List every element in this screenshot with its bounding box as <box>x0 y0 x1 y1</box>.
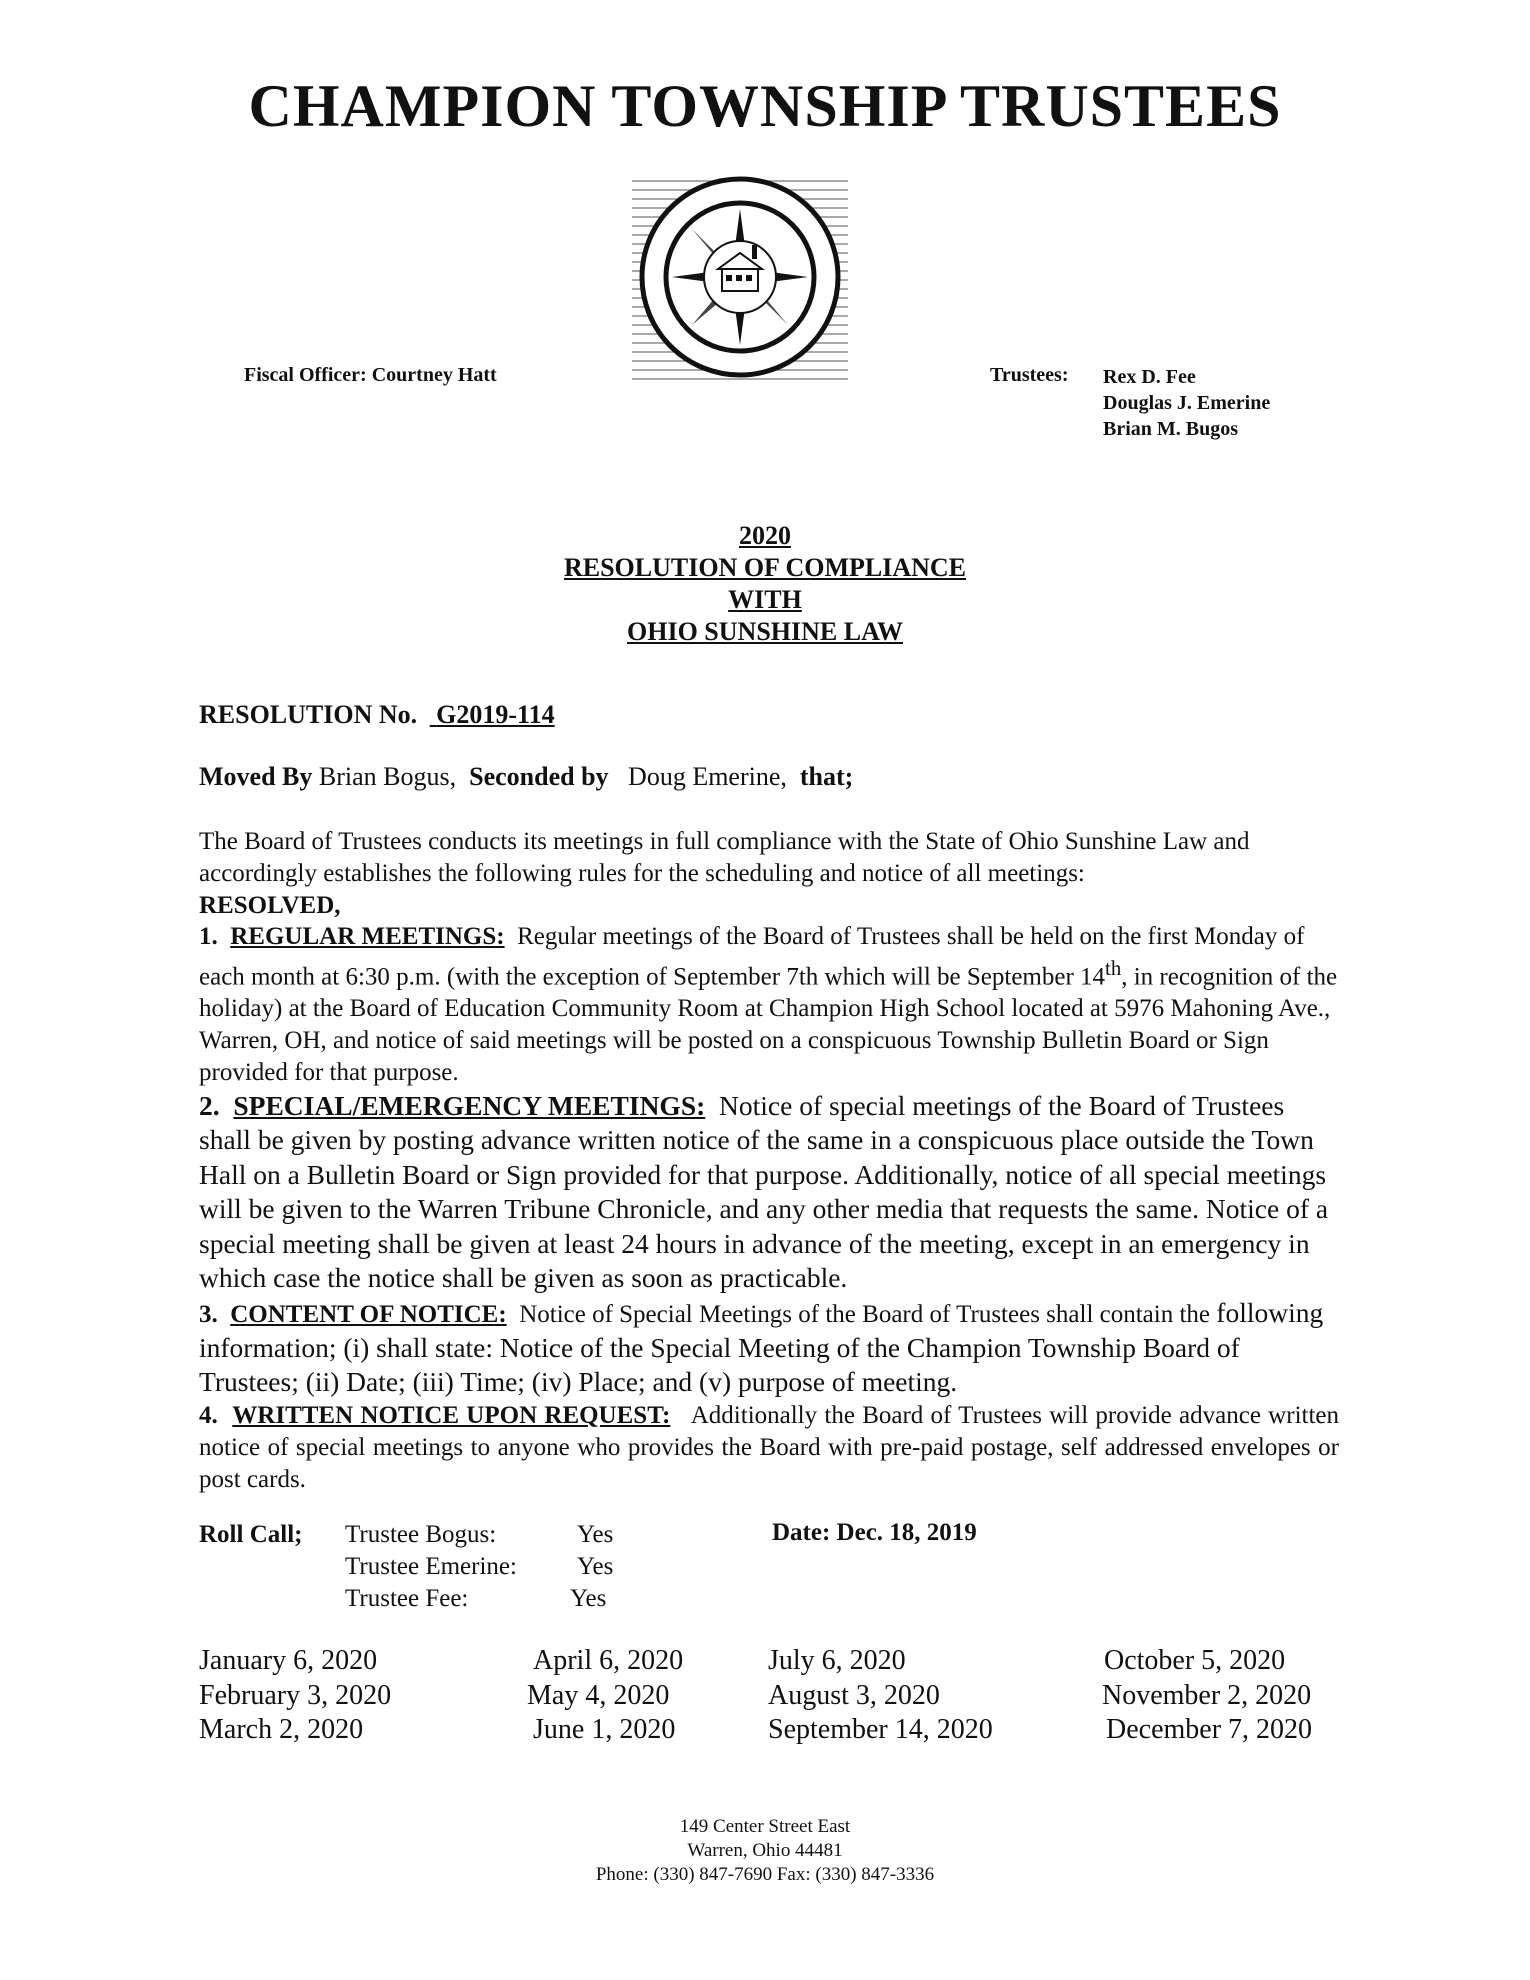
address-line: 149 Center Street East <box>679 1816 851 1837</box>
meeting-date: March 2, 2020 <box>199 1714 364 1745</box>
superscript: th <box>1105 956 1122 981</box>
trustee-name: Rex D. Fee <box>1103 366 1196 388</box>
trustee-name: Douglas J. Emerine <box>1103 392 1271 414</box>
resolution-body <box>199 826 1339 1495</box>
roll-call-label: Roll Call; <box>199 1521 303 1548</box>
heading-line: RESOLUTION OF COMPLIANCE <box>563 553 967 582</box>
moved-name: Brian Bogus, <box>318 762 457 791</box>
meeting-date: October 5, 2020 <box>1104 1645 1286 1676</box>
roll-call-name: Trustee Emerine: <box>345 1552 517 1580</box>
meeting-date: November 2, 2020 <box>1102 1679 1312 1711</box>
section-number: 1. <box>199 923 218 951</box>
section-number: 4. <box>199 1402 218 1430</box>
section-title: WRITTEN NOTICE UPON REQUEST: <box>232 1402 671 1430</box>
trustee-name: Brian M. Bugos <box>1103 418 1239 440</box>
dates-column <box>768 1644 993 1748</box>
township-seal-logo <box>632 175 848 383</box>
that-label: that; <box>799 762 854 791</box>
resolution-heading <box>0 520 1530 648</box>
section-number: 2. <box>199 1089 220 1121</box>
address-line: Warren, Ohio 44481 <box>687 1840 843 1861</box>
seconded-name: Doug Emerine, <box>628 762 787 791</box>
resolved-label: RESOLVED, <box>199 891 341 919</box>
resolution-number <box>199 700 555 730</box>
section-number: 3. <box>199 1300 218 1328</box>
dates-column <box>527 1644 683 1748</box>
section-text: Additionally the Board of Trustees will provide advance written notice of special meetings to anyone who provides the Board with pre-paid postage, self addressed envelopes or post cards. <box>199 1402 1339 1493</box>
heading-line: OHIO SUNSHINE LAW <box>627 617 903 646</box>
meeting-date: December 7, 2020 <box>1106 1714 1313 1745</box>
section-text: Notice of special meetings of the Board of Trustees shall be given by posting advance written notice of the same in a conspicuous place outside the Town Hall on a Bulletin Board or Sign provided for that purpose. Additionally, notice of all special meetings will be given to the Warren Tribune Chronicle, and any other media that requests the same. Notice of a special meeting shall be given at least 24 hours in advance of the meeting, except in an emergency in which case the notice shall be given as soon as practicable. <box>199 1089 1329 1294</box>
section-title: SPECIAL/EMERGENCY MEETINGS: <box>233 1089 706 1121</box>
section-text: Notice of Special Meetings of the Board of Trustees shall contain the <box>519 1300 1211 1328</box>
heading-line: WITH <box>728 585 802 614</box>
phone-fax: Phone: (330) 847-7690 Fax: (330) 847-3336 <box>595 1864 935 1885</box>
moved-seconded-line <box>199 762 853 792</box>
trustees-label: Trustees: <box>990 364 1069 386</box>
meeting-date: July 6, 2020 <box>768 1645 906 1676</box>
resolution-id: G2019-114 <box>436 700 555 729</box>
meeting-date: September 14, 2020 <box>768 1714 993 1745</box>
dates-column <box>1102 1644 1312 1748</box>
section-special-meetings <box>199 1089 1339 1296</box>
meeting-date: June 1, 2020 <box>533 1714 676 1745</box>
section-regular-meetings <box>199 921 1339 1088</box>
section-content-of-notice <box>199 1296 1339 1400</box>
section-title: CONTENT OF NOTICE: <box>230 1300 507 1328</box>
fiscal-officer: Fiscal Officer: Courtney Hatt <box>244 364 497 386</box>
section-text: following information; (i) shall state: Notice of the Special Meeting of the Champion Township Board of Trustees; (ii) Date; (iii) Time; (iv) Place; and (v) purpose of meeting. <box>199 1296 1324 1398</box>
dates-column <box>199 1644 391 1748</box>
meeting-date: May 4, 2020 <box>527 1679 670 1711</box>
meeting-date: January 6, 2020 <box>199 1645 378 1676</box>
roll-call-vote: Yes <box>577 1521 614 1548</box>
heading-year: 2020 <box>739 521 791 550</box>
roll-call-vote: Yes <box>577 1552 614 1580</box>
meeting-date: April 6, 2020 <box>533 1645 684 1676</box>
section-text: Regular meetings of the Board of Trustees shall be held on the first Monday of each month at 6:30 p.m. (with the exception of September 7th which will be September 14 <box>199 923 1305 991</box>
resolution-date: Date: Dec. 18, 2019 <box>772 1519 977 1546</box>
document-title: CHAMPION TOWNSHIP TRUSTEES <box>248 73 1282 139</box>
roll-call-vote: Yes <box>570 1584 607 1612</box>
footer-address <box>0 1815 1530 1887</box>
section-text: , in recognition of the holiday) at the Board of Education Community Room at Champion High School located at 5976 Mahoning Ave., Warren, OH, and notice of said meetings will be posted on a conspicuous Township Bulletin Board or Sign provided for that purpose. <box>199 963 1338 1086</box>
seconded-label: Seconded by <box>469 762 609 791</box>
trustee-list <box>1103 364 1270 442</box>
moved-label: Moved By <box>199 762 313 791</box>
intro-paragraph: The Board of Trustees conducts its meetings in full compliance with the State of Ohio Sunshine Law and accordingly establishes the following rules for the scheduling and notice of all meetings: <box>199 828 1250 887</box>
roll-call-name: Trustee Fee: <box>345 1584 469 1612</box>
section-written-notice <box>199 1400 1339 1495</box>
roll-call-name: Trustee Bogus: <box>345 1521 497 1548</box>
meeting-date: August 3, 2020 <box>768 1679 940 1711</box>
resolution-label: RESOLUTION No. <box>199 700 418 729</box>
section-title: REGULAR MEETINGS: <box>230 923 505 951</box>
meeting-date: February 3, 2020 <box>199 1679 392 1711</box>
